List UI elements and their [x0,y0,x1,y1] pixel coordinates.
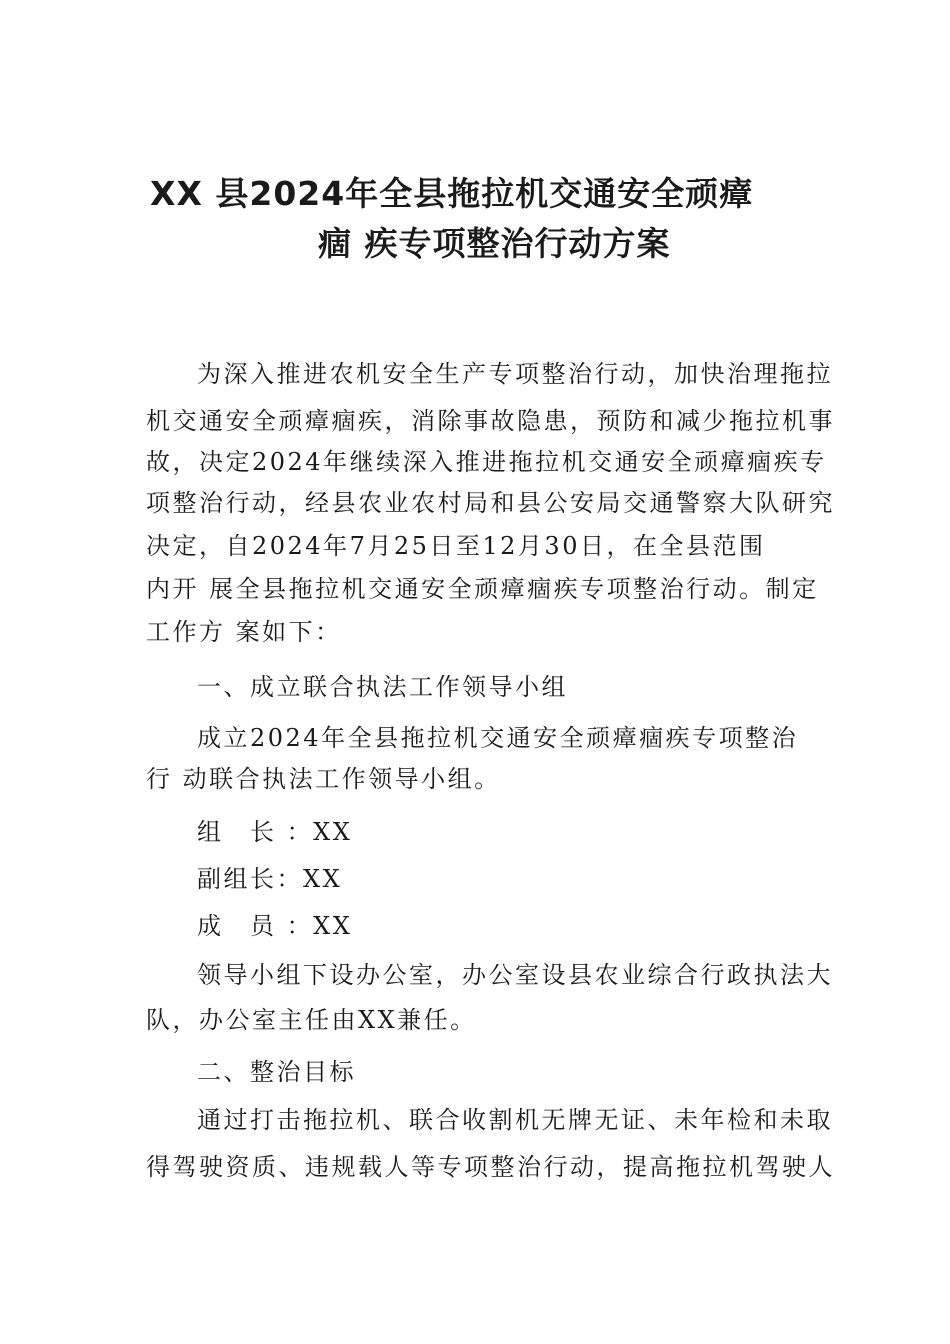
body-line: 得驾驶资质、违规载人等专项整治行动，提高拖拉机驾驶人 [146,1153,835,1181]
body-line: 内开 展全县拖拉机交通安全顽瘴痼疾专项整治行动。制定 [146,575,819,603]
document-title-line-1: XX 县2024年全县拖拉机交通安全顽瘴 [150,174,754,213]
body-line: 机交通安全顽瘴痼疾，消除事故隐患，预防和减少拖拉机事 [146,407,835,435]
body-line: 成立2024年全县拖拉机交通安全顽瘴痼疾专项整治 [197,724,799,752]
member-line: 成 员 ：XX [197,912,353,940]
deputy-leader-line: 副组长：XX [197,865,343,893]
body-line: 项整治行动，经县农业农村局和县公安局交通警察大队研究 [146,489,835,517]
team-leader-line: 组 长 ：XX [197,818,353,846]
body-line: 领导小组下设办公室，办公室设县农业综合行政执法大 [197,961,833,989]
body-line: 队，办公室主任由XX兼任。 [146,1006,477,1034]
document-title-line-2: 痼 疾专项整治行动方案 [318,224,671,263]
body-line: 通过打击拖拉机、联合收割机无牌无证、未年检和未取 [197,1106,833,1134]
body-line: 为深入推进农机安全生产专项整治行动，加快治理拖拉 [197,360,833,388]
section-heading-2: 二、整治目标 [197,1058,356,1086]
body-line: 工作方 案如下： [146,618,342,646]
body-line: 行 动联合执法工作领导小组。 [146,765,501,793]
body-line: 决定，自2024年7月25日至12月30日，在全县范围 [146,532,766,560]
section-heading-1: 一、成立联合执法工作领导小组 [197,673,568,701]
body-line: 故，决定2024年继续深入推进拖拉机交通安全顽瘴痼疾专 [146,448,827,476]
